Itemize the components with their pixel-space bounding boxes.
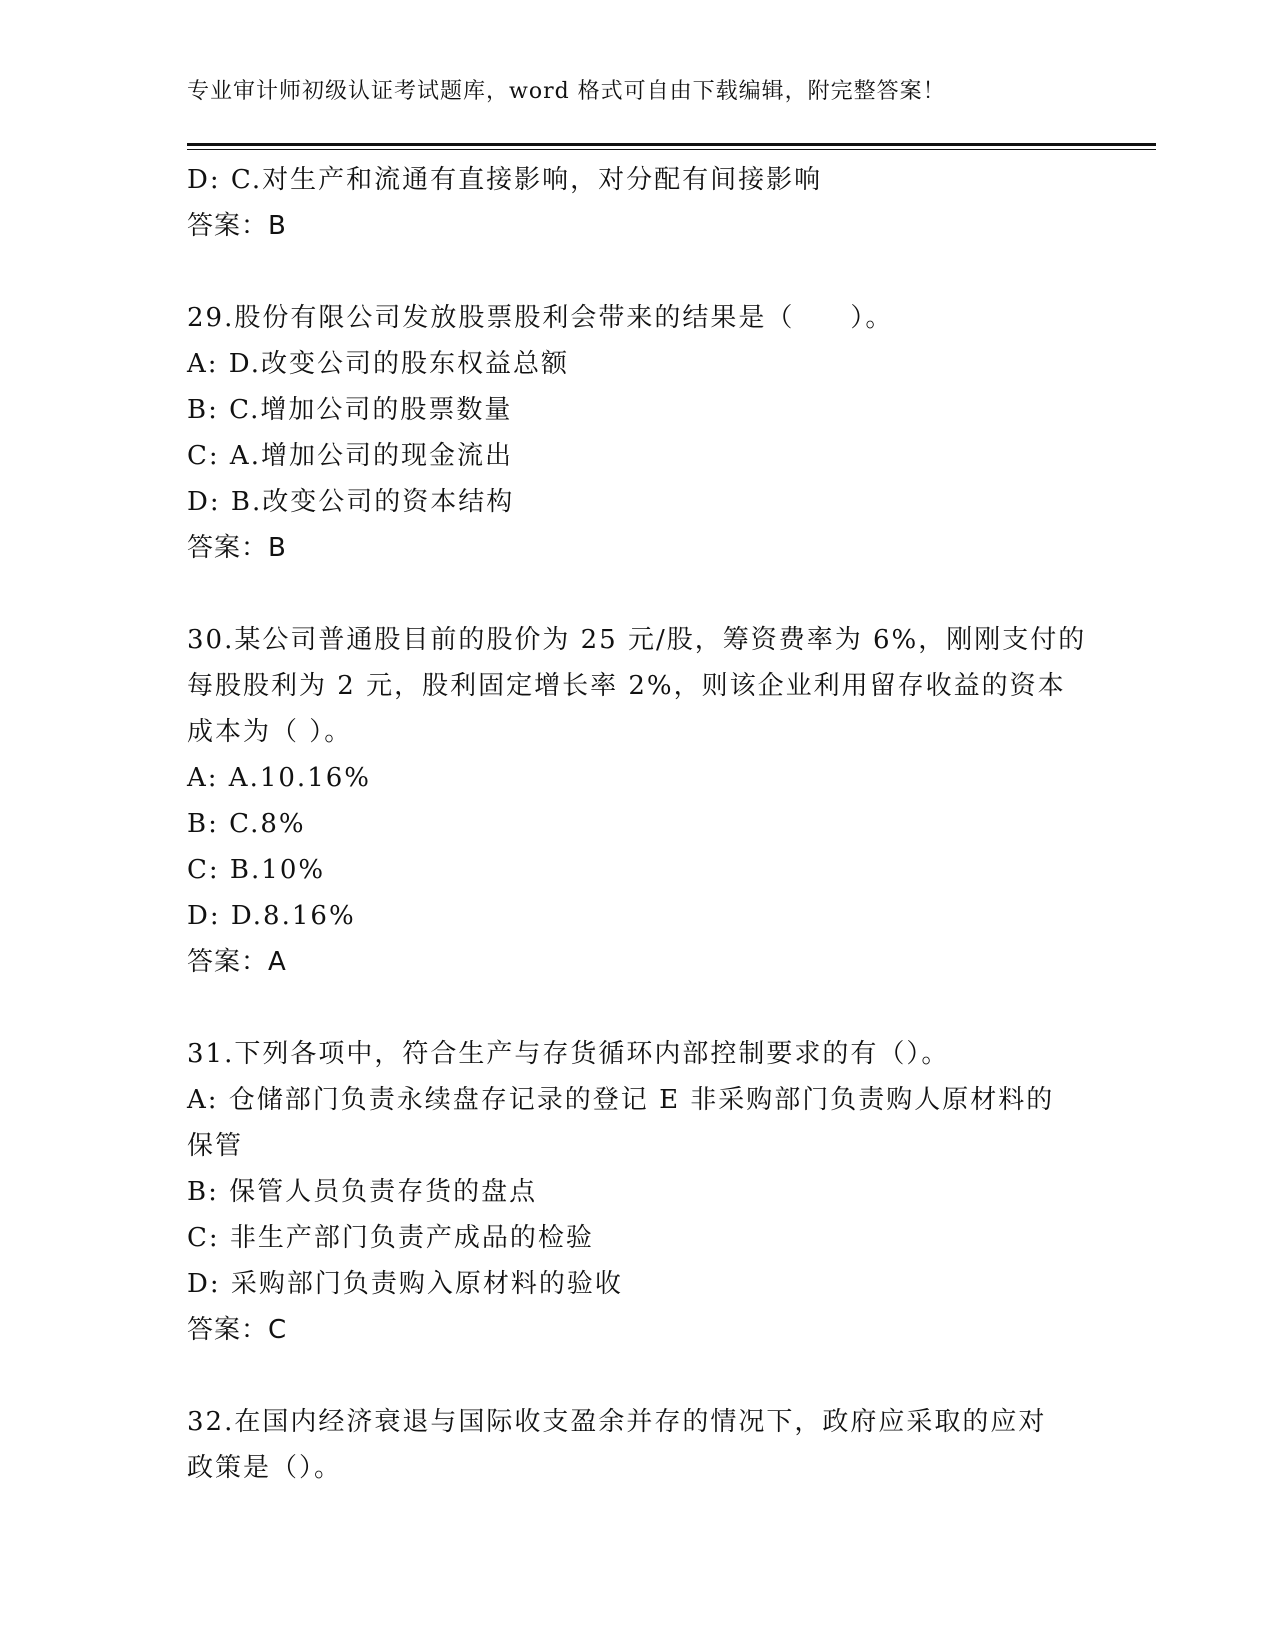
answer: 答案：A [187, 947, 287, 977]
question-text: 29.股份有限公司发放股票股利会带来的结果是（ ）。 [187, 303, 894, 333]
previous-question-tail [187, 157, 1087, 249]
question-text-line-2: 政策是（）。 [187, 1453, 343, 1483]
question-text-line-1: 30.某公司普通股目前的股价为 25 元/股，筹资费率为 6%，刚刚支付的 [187, 625, 1087, 655]
page-header: 专业审计师初级认证考试题库，word 格式可自由下载编辑，附完整答案！ [187, 79, 946, 104]
question-text: 31.下列各项中，符合生产与存货循环内部控制要求的有（）。 [187, 1039, 950, 1069]
option-c: C: A.增加公司的现金流出 [187, 441, 513, 471]
option-d: D: 采购部门负责购入原材料的验收 [187, 1269, 623, 1299]
answer: 答案：B [187, 211, 287, 241]
header-rule-thin [187, 149, 1156, 150]
question-30 [187, 617, 1087, 985]
option-b: B: 保管人员负责存货的盘点 [187, 1177, 538, 1207]
option-b: B: C.8% [187, 809, 306, 839]
question-content [187, 157, 1087, 1491]
option-a-line-2: 保管 [187, 1131, 244, 1161]
spacer [187, 985, 1087, 1031]
spacer [187, 249, 1087, 295]
question-text-line-2: 每股股利为 2 元，股利固定增长率 2%，则该企业利用留存收益的资本 [187, 671, 1066, 701]
question-29 [187, 295, 1087, 571]
option-d: D: D.8.16% [187, 901, 356, 931]
question-31 [187, 1031, 1087, 1353]
spacer [187, 1353, 1087, 1399]
option-d: D: C.对生产和流通有直接影响，对分配有间接影响 [187, 165, 823, 195]
option-a-line-1: A: 仓储部门负责永续盘存记录的登记 E 非采购部门负责购人原材料的 [187, 1085, 1055, 1115]
question-text-line-3: 成本为（ ）。 [187, 717, 353, 747]
option-c: C: 非生产部门负责产成品的检验 [187, 1223, 594, 1253]
answer: 答案：C [187, 1315, 288, 1345]
option-b: B: C.增加公司的股票数量 [187, 395, 513, 425]
option-c: C: B.10% [187, 855, 326, 885]
header-rule-thick [187, 143, 1156, 146]
question-32 [187, 1399, 1087, 1491]
option-a: A: A.10.16% [187, 763, 371, 793]
option-a: A: D.改变公司的股东权益总额 [187, 349, 569, 379]
question-text-line-1: 32.在国内经济衰退与国际收支盈余并存的情况下，政府应采取的应对 [187, 1407, 1047, 1437]
answer: 答案：B [187, 533, 287, 563]
option-d: D: B.改变公司的资本结构 [187, 487, 515, 517]
spacer [187, 571, 1087, 617]
